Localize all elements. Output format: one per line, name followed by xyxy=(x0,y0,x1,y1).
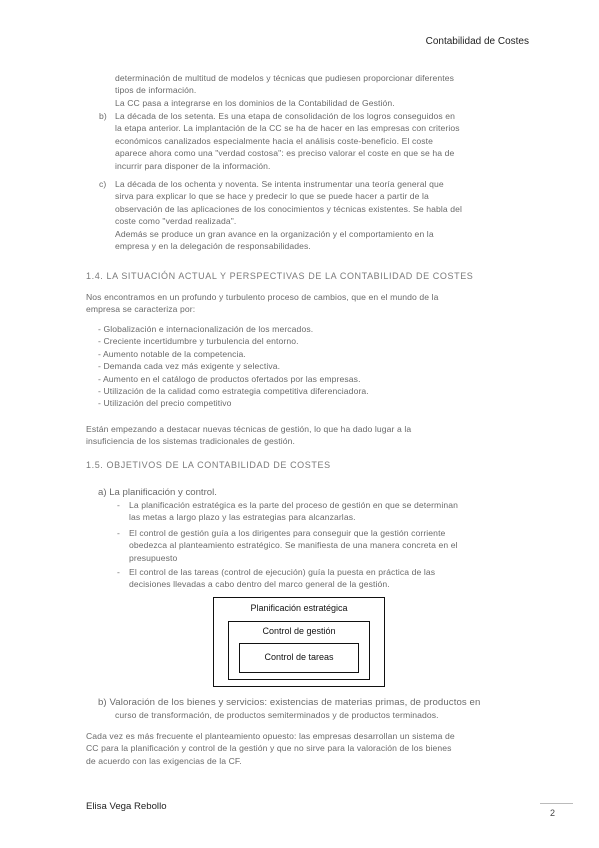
text-line: tipos de información. xyxy=(115,85,197,96)
list-item-c xyxy=(115,178,512,252)
text-line: sirva para explicar lo que se hace y predecir lo que se puede hacer a partir de la xyxy=(115,191,429,202)
text-line: incurrir para disponer de la información. xyxy=(115,160,271,171)
text-line: obedezca al planteamiento estratégico. Se manifiesta de una manera concreta en el xyxy=(129,540,458,551)
text-line: la etapa anterior. La implantación de la CC se ha de hacer en las empresas con criterios xyxy=(115,123,460,134)
diagram-middle-box xyxy=(228,621,370,680)
text-line: La planificación estratégica es la parte del proceso de gestión en que se determinan xyxy=(129,500,458,510)
text-line: presupuesto xyxy=(129,552,178,563)
list-item: - Demanda cada vez más exigente y selectiva. xyxy=(98,361,281,372)
text-line: empresa y en la delegación de responsabilidades. xyxy=(115,241,311,252)
list-item: - Utilización de la calidad como estrategia competitiva diferenciadora. xyxy=(98,386,369,397)
text-line: Están empezando a destacar nuevas técnicas de gestión, lo que ha dado lugar a la xyxy=(86,424,412,434)
dash-item-strategic xyxy=(129,499,512,524)
list-marker-c: c) xyxy=(99,179,107,189)
text-line: las metas a largo plazo y las estrategias para alcanzarlas. xyxy=(129,512,356,523)
dash-item-tasks xyxy=(129,566,512,591)
dash-marker: - xyxy=(117,528,120,538)
list-item: - Aumento en el catálogo de productos ofertados por las empresas. xyxy=(98,373,361,384)
text-line: b) Valoración de los bienes y servicios: existencias de materias primas, de productos en xyxy=(98,697,481,708)
dash-marker: - xyxy=(117,567,120,577)
list-item: - Utilización del precio competitivo xyxy=(98,398,232,409)
dash-item-management xyxy=(129,527,512,564)
section-heading-1-5: 1.5. OBJETIVOS DE LA CONTABILIDAD DE COSTES xyxy=(86,460,331,470)
final-paragraph xyxy=(86,730,512,767)
text-line: La década de los setenta. Es una etapa de consolidación de los logros conseguidos en xyxy=(115,111,455,121)
text-line: determinación de multitud de modelos y técnicas que pudiesen proporcionar diferentes xyxy=(115,73,454,83)
text-line: de acuerdo con las exigencias de la CF. xyxy=(86,755,242,766)
diagram-outer-box xyxy=(213,597,385,687)
list-item: - Globalización e internacionalización de los mercados. xyxy=(98,324,314,334)
text-line: observación de las aplicaciones de los conocimientos y técnicas existentes. Se habla del xyxy=(115,203,463,214)
section-heading-1-4: 1.4. LA SITUACIÓN ACTUAL Y PERSPECTIVAS DE LA CONTABILIDAD DE COSTES xyxy=(86,271,474,281)
text-line: El control de gestión guía a los dirigentes para conseguir que la gestión corriente xyxy=(129,528,446,538)
diagram-inner-label: Control de tareas xyxy=(264,652,334,662)
text-line: empresa se caracteriza por: xyxy=(86,304,196,315)
text-line: Además se produce un gran avance en la organización y el comportamiento en la xyxy=(115,228,434,239)
footer-divider xyxy=(540,803,573,804)
diagram-middle-label: Control de gestión xyxy=(262,626,336,636)
text-line: Nos encontramos en un profundo y turbulento proceso de cambios, que en el mundo de la xyxy=(86,292,439,302)
list-item: - Creciente incertidumbre y turbulencia del entorno. xyxy=(98,336,299,347)
page-number: 2 xyxy=(550,808,556,818)
objective-b xyxy=(98,697,512,722)
diagram-outer-label: Planificación estratégica xyxy=(250,603,348,613)
running-header: Contabilidad de Costes xyxy=(425,36,529,47)
text-line: aparece ahora como una "verdad costosa": es preciso valorar el coste en que se ha de xyxy=(115,148,455,159)
text-line: CC para la planificación y control de la gestión y que no sirve para la valoración de los bienes xyxy=(86,743,452,754)
section-1-4-bullets xyxy=(98,323,512,410)
text-line: insuficiencia de los sistemas tradicionales de gestión. xyxy=(86,436,295,447)
dash-marker: - xyxy=(117,500,120,510)
diagram-inner-box xyxy=(239,643,359,673)
text-line: curso de transformación, de productos semiterminados y de productos terminados. xyxy=(115,710,439,721)
section-1-4-closing xyxy=(86,423,512,448)
list-item: - Aumento notable de la competencia. xyxy=(98,348,246,359)
objective-a: a) La planificación y control. xyxy=(98,487,217,498)
footer-author: Elisa Vega Rebollo xyxy=(86,801,167,812)
text-line: El control de las tareas (control de ejecución) guía la puesta en práctica de las xyxy=(129,567,436,577)
text-line: económicos canalizados especialmente hacia el análisis coste-beneficio. El coste xyxy=(115,135,434,146)
intro-continuation xyxy=(115,72,512,109)
text-line: Cada vez es más frecuente el planteamiento opuesto: las empresas desarrollan un sistema de xyxy=(86,731,455,741)
text-line: La CC pasa a integrarse en los dominios de la Contabilidad de Gestión. xyxy=(115,97,395,108)
list-item-b xyxy=(115,110,512,172)
section-1-4-paragraph xyxy=(86,291,512,316)
text-line: decisiones llevadas a cabo dentro del marco general de la gestión. xyxy=(129,579,390,590)
text-line: La década de los ochenta y noventa. Se intenta instrumentar una teoría general que xyxy=(115,179,444,189)
text-line: coste como "verdad realizada". xyxy=(115,216,237,227)
list-marker-b: b) xyxy=(99,111,107,121)
